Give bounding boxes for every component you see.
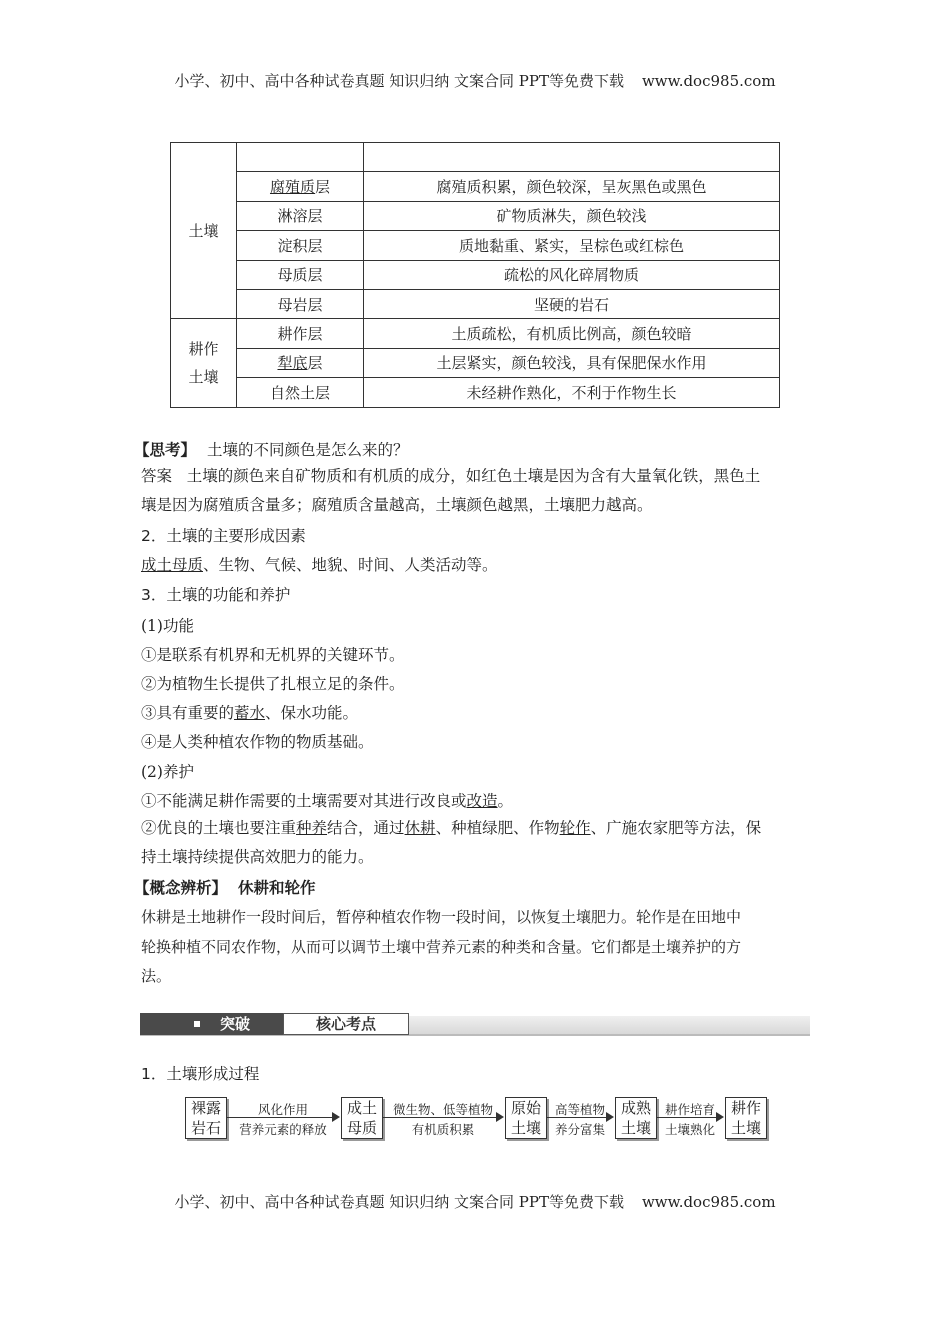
answer-line: 土壤的颜色来自矿物质和有机质的成分，如红色土壤是因为含有大量氧化铁，黑色土 — [186, 467, 761, 485]
flow-node — [341, 1097, 383, 1139]
process-title — [141, 1062, 259, 1084]
square-bullet-icon — [194, 1021, 200, 1027]
think-question — [134, 438, 408, 460]
function-item: ②为植物生长提供了扎根立足的条件。 — [141, 675, 405, 693]
page-header — [0, 70, 950, 91]
node-line: 成土 — [346, 1099, 377, 1117]
arrow-label-bottom: 养分富集 — [554, 1122, 605, 1137]
group-label-line: 耕作 — [188, 339, 219, 358]
node-line: 土壤 — [730, 1119, 761, 1137]
arrow-label-top: 高等植物 — [554, 1102, 605, 1117]
node-line: 原始 — [510, 1099, 541, 1117]
layer-name — [237, 348, 364, 377]
concept-line: 轮换种植不同农作物，从而可以调节土壤中营养元素的种类和含量。它们都是土壤养护的方 — [141, 937, 742, 956]
banner-light-tab: 核心考点 — [283, 1013, 409, 1035]
layer-name: 自然土层 — [237, 378, 364, 407]
group-label-line: 土壤 — [188, 367, 219, 386]
banner-dark-tab — [140, 1013, 283, 1035]
table-row — [171, 348, 780, 377]
care-item — [141, 814, 811, 872]
flow-node — [505, 1097, 547, 1139]
layer-description: 未经耕作熟化，不利于作物生长 — [364, 378, 780, 407]
factors-rest: 、生物、气候、地貌、时间、人类活动等。 — [203, 556, 498, 574]
flow-node — [185, 1097, 227, 1139]
group-label-natural-soil: 土壤 — [171, 143, 237, 319]
function-item — [141, 701, 358, 723]
section-title-text: 2．土壤的主要形成因素 — [141, 527, 306, 545]
node-line: 裸露 — [190, 1099, 221, 1117]
concept-line: 休耕是土地耕作一段时间后，暂停种植农作物一段时间，以恢复土壤肥力。轮作是在田地中 — [141, 908, 742, 926]
footer-text: 小学、初中、高中各种试卷真题 知识归纳 文案合同 PPT等免费下载 — [174, 1193, 624, 1211]
flow-arrow — [656, 1097, 724, 1139]
text-underlined: 休耕 — [404, 819, 436, 837]
table-row — [171, 260, 780, 289]
care-item — [141, 789, 513, 811]
footer-site-link[interactable]: www.doc985.com — [641, 1193, 776, 1211]
flow-node — [725, 1097, 767, 1139]
layer-name-underlined: 犁底 — [277, 354, 308, 373]
text-segment: 。 — [497, 792, 514, 810]
flow-arrow — [226, 1097, 340, 1139]
layer-description: 腐殖质积累，颜色较深，呈灰黑色或黑色 — [364, 172, 780, 201]
arrow-line — [226, 1117, 333, 1118]
text-segment: 、种植绿肥、作物 — [435, 819, 560, 837]
factor-underlined: 成土母质 — [141, 556, 204, 574]
think-label: 【思考】 — [134, 441, 197, 459]
layer-description: 质地黏重、紧实，呈棕色或红棕色 — [364, 231, 780, 260]
concept-label: 【概念辨析】 — [134, 879, 228, 897]
function-item: ①是联系有机界和无机界的关键环节。 — [141, 646, 405, 664]
node-line: 土壤 — [620, 1119, 651, 1137]
concept-heading — [134, 876, 315, 898]
banner-dark-label: 突破 — [220, 1015, 251, 1033]
arrow-label-bottom: 营养元素的释放 — [239, 1122, 327, 1137]
function-item: ④是人类种植农作物的物质基础。 — [141, 733, 374, 751]
section-title-text: 3．土壤的功能和养护 — [141, 586, 291, 604]
flow-arrow — [382, 1097, 504, 1139]
page-footer — [0, 1191, 950, 1212]
text-segment: 结合，通过 — [327, 819, 405, 837]
text-segment: ②优良的土壤也要注重 — [141, 819, 297, 837]
group-label-cultivated-soil — [171, 319, 237, 407]
arrow-label-top: 微生物、低等植物 — [392, 1102, 493, 1117]
flow-node — [615, 1097, 657, 1139]
layer-description: 疏松的风化碎屑物质 — [364, 260, 780, 289]
layer-name — [237, 172, 364, 201]
soil-layer-table — [170, 142, 780, 408]
layer-name: 耕作层 — [237, 319, 364, 348]
layer-name: 淀积层 — [237, 231, 364, 260]
section-3-title — [141, 583, 290, 605]
arrow-line — [656, 1117, 717, 1118]
table-row — [171, 378, 780, 407]
node-line: 成熟 — [620, 1099, 651, 1117]
answer-line: 壤是因为腐殖质含量多；腐殖质含量越高，土壤颜色越黑，土壤肥力越高。 — [141, 496, 653, 514]
care-title: (2)养护 — [141, 763, 194, 781]
concept-line: 法。 — [141, 967, 172, 985]
layer-description: 土质疏松，有机质比例高，颜色较暗 — [364, 319, 780, 348]
layer-name: 母质层 — [237, 260, 364, 289]
table-cell-empty — [237, 143, 364, 172]
layer-name-suffix: 层 — [307, 354, 323, 373]
table-row — [171, 231, 780, 260]
arrow-label-top: 风化作用 — [257, 1102, 308, 1117]
header-text: 小学、初中、高中各种试卷真题 知识归纳 文案合同 PPT等免费下载 — [174, 72, 624, 90]
table-cell-empty — [364, 143, 780, 172]
section-title-text: 1．土壤形成过程 — [141, 1065, 260, 1083]
text-underlined: 种养 — [296, 819, 328, 837]
header-site-link[interactable]: www.doc985.com — [641, 72, 776, 90]
answer-label: 答案 — [141, 467, 173, 485]
layer-description: 土层紧实，颜色较浅，具有保肥保水作用 — [364, 348, 780, 377]
text-segment: 、广施农家肥等方法，保 — [590, 819, 762, 837]
layer-name: 淋溶层 — [237, 201, 364, 230]
layer-description: 矿物质淋失，颜色较浅 — [364, 201, 780, 230]
arrow-line — [382, 1117, 497, 1118]
text-segment: 、保水功能。 — [265, 704, 359, 722]
node-line: 耕作 — [730, 1099, 761, 1117]
text-underlined: 轮作 — [559, 819, 591, 837]
flow-arrow — [546, 1097, 614, 1139]
arrow-label-top: 耕作培育 — [664, 1102, 715, 1117]
layer-name: 母岩层 — [237, 289, 364, 318]
node-line: 土壤 — [510, 1119, 541, 1137]
table-row — [171, 289, 780, 318]
table-row — [171, 201, 780, 230]
arrow-line — [546, 1117, 607, 1118]
layer-name-underlined: 腐殖质 — [269, 178, 315, 197]
table-row — [171, 172, 780, 201]
think-question-text: 土壤的不同颜色是怎么来的？ — [206, 441, 409, 459]
section-banner — [140, 1012, 810, 1038]
concept-body — [141, 903, 811, 992]
layer-name-suffix: 层 — [315, 178, 331, 197]
text-segment: ③具有重要的 — [141, 704, 235, 722]
text-underlined: 蓄水 — [234, 704, 266, 722]
node-line: 岩石 — [190, 1119, 221, 1137]
table-row — [171, 319, 780, 348]
section-2-factors — [141, 553, 498, 575]
text-underlined: 改造 — [466, 792, 498, 810]
arrow-label-bottom: 有机质积累 — [411, 1122, 475, 1137]
think-answer — [141, 462, 811, 520]
concept-title: 休耕和轮作 — [237, 879, 316, 897]
node-line: 母质 — [346, 1119, 377, 1137]
text-segment: 持土壤持续提供高效肥力的能力。 — [141, 848, 374, 866]
soil-formation-flow — [185, 1097, 767, 1141]
layer-description: 坚硬的岩石 — [364, 289, 780, 318]
text-segment: ①不能满足耕作需要的土壤需要对其进行改良或 — [141, 792, 467, 810]
function-title: (1)功能 — [141, 617, 194, 635]
section-2-title — [141, 524, 306, 546]
arrow-label-bottom: 土壤熟化 — [664, 1122, 715, 1137]
